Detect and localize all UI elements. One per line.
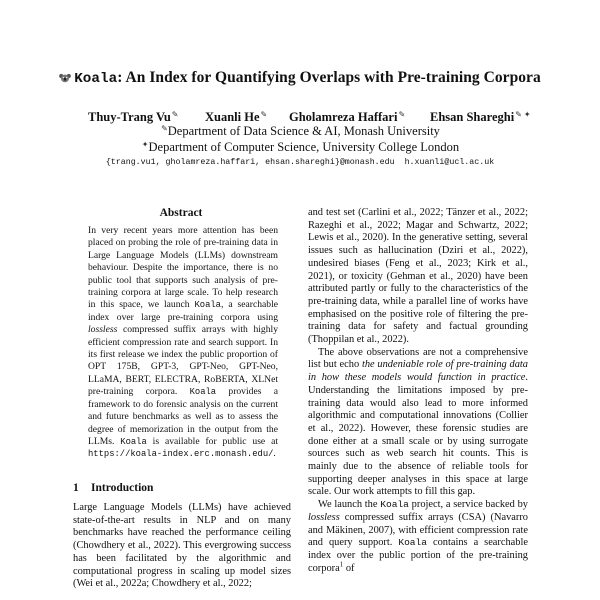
right-paragraph-2: The above observations are not a comprehensive list but echo the undeniable role of pre-training data in how these models would function in practice. Understanding the limitations imposed by pre-training data would also lead to more informed algorithmic and computational innovations (Collier et al., 2022). However, these forensic studies are done either at a small scale or by using surrogate sources such as web search hit counts. This is mainly due to the absence of reliable tools for supporting deeper analyses in this space at large scale. Our work attempts to fill this gap. xyxy=(308,346,529,498)
right-paragraph-1: and test set (Carlini et al., 2022; Tänzer et al., 2022; Razeghi et al., 2022; Magar and Schwartz, 2022; Lewis et al., 2020). In the generative setting, several issues such as hallucination (Dziri et al., 2022), undesired biases (Feng et al., 2023; Kirk et al., 2021), or toxicity (Gehman et al., 2020) have been attributed partly or fully to the characteristics of the pre-training data, while a parallel line of works have emphasised on the positive role of filtering the pre-training data for safety and factual grounding (Thoppilan et al., 2022). xyxy=(308,207,528,346)
intro-heading: 1 Introduction xyxy=(73,482,154,494)
footnote-marker[interactable]: 1 xyxy=(339,560,344,569)
koala-url[interactable]: https://koala-index.erc.monash.edu/ xyxy=(88,449,274,460)
title-text: : An Index for Quantifying Overlaps with Pre-training Corpora xyxy=(117,69,541,86)
author-1: Thuy-Trang Vu✎ xyxy=(88,110,179,124)
affil-mark-icon: ✎ xyxy=(260,110,268,119)
affil-mark-icon: ✎ xyxy=(171,110,179,119)
author-4: Ehsan Shareghi✎ ✦ xyxy=(430,110,531,124)
affiliation-2: ✦Department of Computer Science, University College London xyxy=(141,140,460,154)
email-monash: {trang.vu1, gholamreza.haffari, ehsan.shareghi}@monash.edu xyxy=(105,158,395,167)
intro-body: Large Language Models (LLMs) have achieved state-of-the-art results in NLP and on many benchmarks have reached the performance ceiling (Chowdhery et al., 2022). This evergrowing success has been facilitated by the algorithmic and computational progress in scaling up model sizes (Wei et al., 2022a; Chowdhery et al., 2022; xyxy=(73,502,291,590)
right-paragraph-3: We launch the Koala project, a service backed by lossless compressed suffix arrays (CSA) (Navarro and Mäkinen, 2007), with efficient compression rate and query support. Koala contains a searchable index over the public portion of the pre-training corpora$^1$ of xyxy=(308,499,529,574)
affiliation-1: ✎Department of Data Science & AI, Monash University xyxy=(161,124,440,138)
email-ucl: h.xuanli@ucl.ac.uk xyxy=(404,158,495,167)
author-emails xyxy=(0,158,600,167)
affil-mark-icon: ✎ ✦ xyxy=(515,110,531,119)
right-column xyxy=(308,207,528,575)
author-2: Xuanli He✎ xyxy=(205,110,268,124)
affil-mark-icon: ✦ xyxy=(141,140,149,149)
title-koala: Koala xyxy=(74,71,118,87)
affil-mark-icon: ✎ xyxy=(398,110,406,119)
abstract-heading: Abstract xyxy=(159,207,203,219)
abstract-body: In very recent years more attention has been placed on probing the role of pre-training data in Large Language Models (LLMs) downstream behaviour. Despite the importance, there is no public tool that supports such analysis of pre-training corpora at large scale. To help research in this space, we launch Koala, a searchable index over large pre-training corpora using lossless compressed suffix arrays with highly efficient compression rate and search support. In its first release we index the public proportion of OPT 175B, GPT-3, GPT-Neo, GPT-Neo, LLaMA, BERT, ELECTRA, RoBERTA, XLNet pre-training corpora. Koala provides a framework to do forensic analysis on the current and future benchmarks as well as to assess the degree of memorization in the output from the LLMs. Koala is available for public use at https://koala-index.erc.monash.edu/. xyxy=(88,225,279,460)
koala-icon xyxy=(59,73,71,83)
author-3: Gholamreza Haffari✎ xyxy=(289,110,406,124)
affil-mark-icon: ✎ xyxy=(161,124,168,133)
paper-title xyxy=(0,69,600,87)
